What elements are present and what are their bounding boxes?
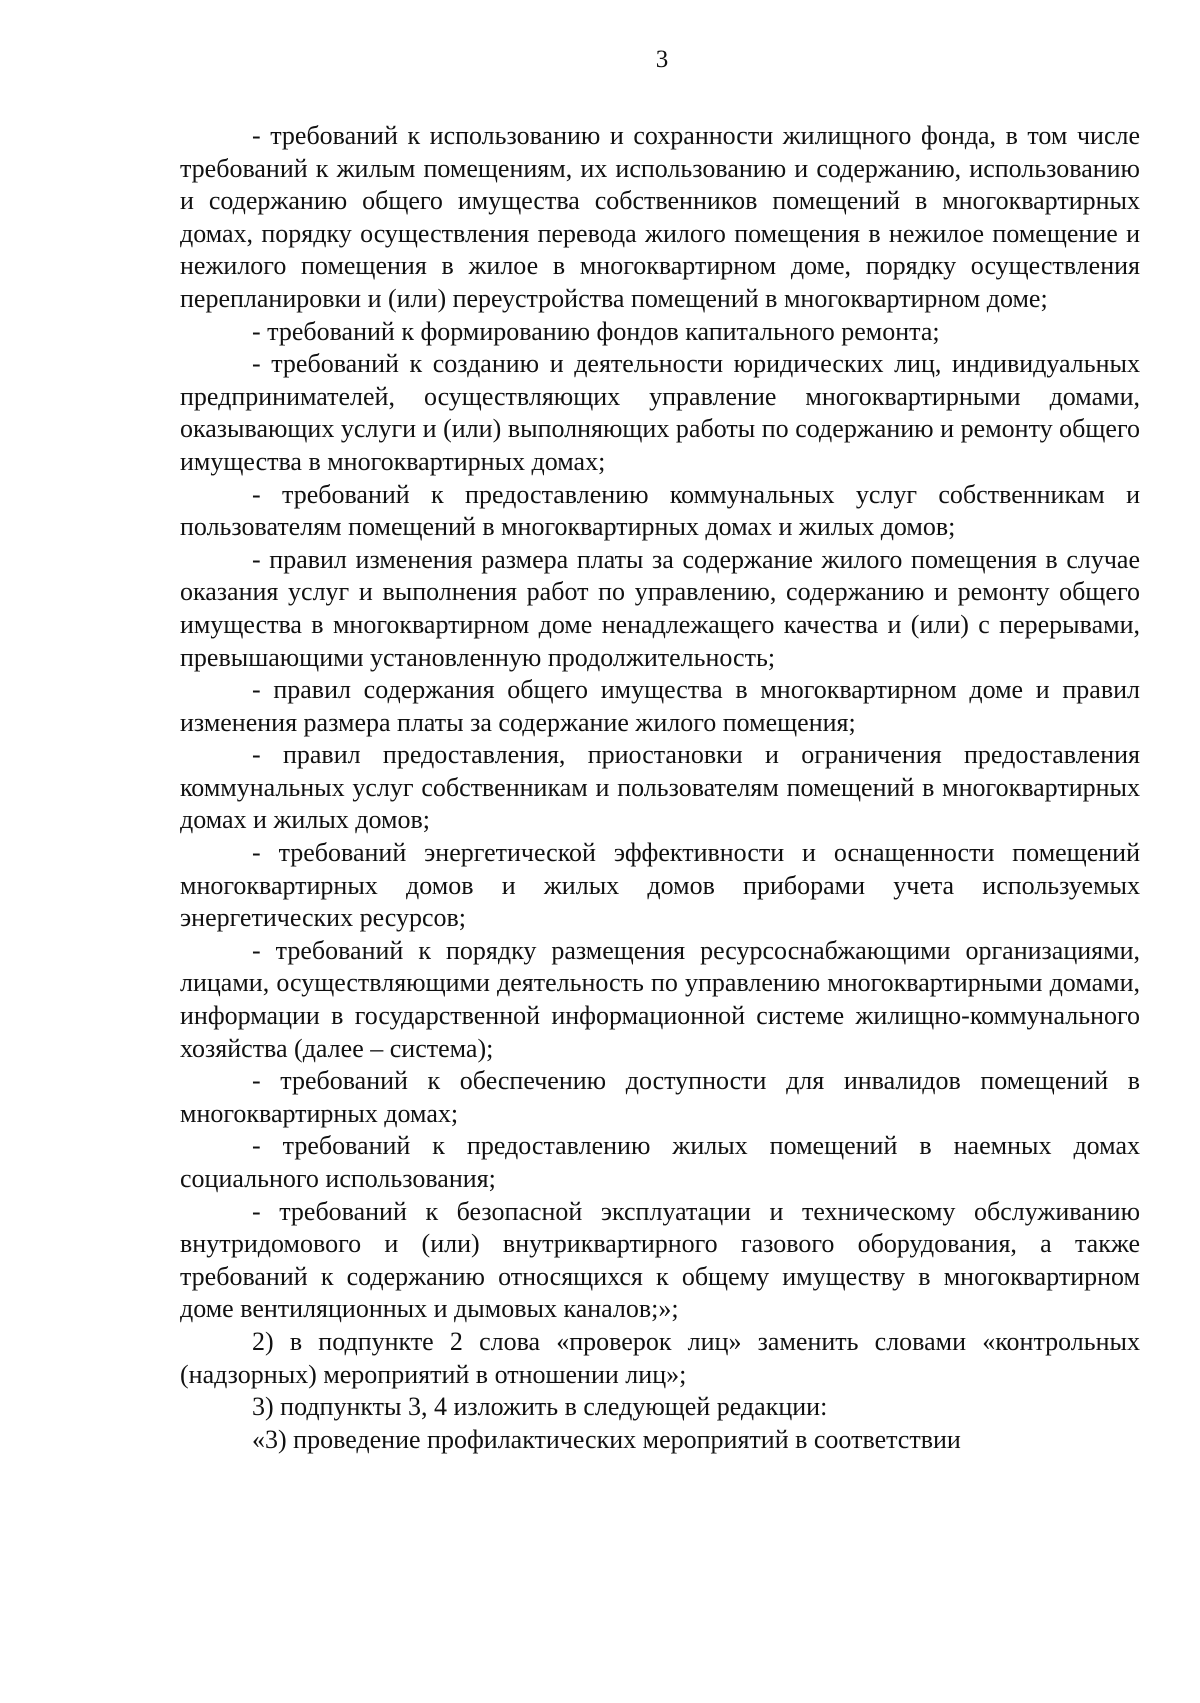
paragraph: 2) в подпункте 2 слова «проверок лиц» заменить словами «контрольных (надзорных) мероприятий в отношении лиц»;: [180, 1326, 1140, 1389]
page-number: 3: [655, 46, 669, 73]
document-body: [180, 120, 1140, 1456]
paragraph: «3) проведение профилактических мероприятий в соответствии: [252, 1424, 961, 1454]
paragraph: - правил содержания общего имущества в многоквартирном доме и правил изменения размера платы за содержание жилого помещения;: [180, 675, 1140, 737]
paragraph: - требований к использованию и сохранности жилищного фонда, в том числе требований к жилым помещениям, их использованию и содержанию, использованию и содержанию общего имущества собственников помещений в многоквартирных домах, порядку осуществления перевода жилого помещения в нежилое помещение и нежилого помещения в жилое в многоквартирном доме, порядку осуществления перепланировки и (или) переустройства помещений в многоквартирном доме;: [180, 121, 1140, 313]
paragraph: - требований к созданию и деятельности юридических лиц, индивидуальных предпринимателей, осуществляющих управление многоквартирными домами, оказывающих услуги и (или) выполняющих работы по содержанию и ремонту общего имущества в многоквартирных домах;: [180, 349, 1140, 476]
paragraph: - требований к предоставлению коммунальных услуг собственникам и пользователям помещений в многоквартирных домах и жилых домов;: [180, 479, 1140, 542]
paragraph: 3) подпункты 3, 4 изложить в следующей редакции:: [252, 1392, 828, 1422]
paragraph: - требований к обеспечению доступности для инвалидов помещений в многоквартирных домах;: [180, 1066, 1140, 1128]
paragraph: - требований к предоставлению жилых помещений в наемных домах социального использования;: [180, 1131, 1140, 1193]
paragraph: - требований к формированию фондов капитального ремонта;: [252, 316, 940, 346]
paragraph: - требований энергетической эффективности и оснащенности помещений многоквартирных домов и жилых домов приборами учета используемых энергетических ресурсов;: [180, 838, 1140, 933]
paragraph: - требований к безопасной эксплуатации и техническому обслуживанию внутридомового и (или) внутриквартирного газового оборудования, а также требований к содержанию относящихся к общему имуществу в многоквартирном доме вентиляционных и дымовых каналов;»;: [180, 1196, 1140, 1324]
paragraph: - требований к порядку размещения ресурсоснабжающими организациями, лицами, осуществляющими деятельность по управлению многоквартирными домами, информации в государственной информационной системе жилищно-коммунального хозяйства (далее – система);: [180, 935, 1140, 1063]
paragraph: - правил изменения размера платы за содержание жилого помещения в случае оказания услуг и выполнения работ по управлению, содержанию и ремонту общего имущества в многоквартирном доме ненадлежащего качества и (или) с перерывами, превышающими установленную продолжительность;: [180, 544, 1140, 672]
paragraph: - правил предоставления, приостановки и ограничения предоставления коммунальных услуг собственникам и пользователям помещений в многоквартирных домах и жилых домов;: [180, 740, 1140, 835]
